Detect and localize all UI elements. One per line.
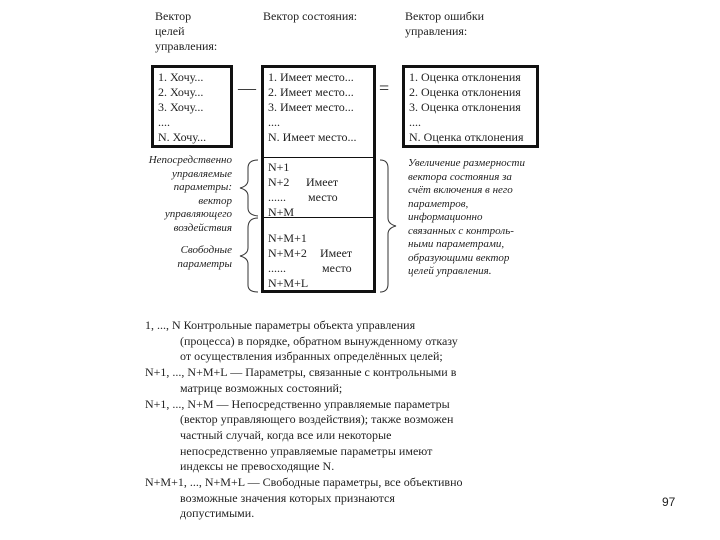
list-item: 1. Имеет место... [268,70,354,84]
index: N+M+2 [268,246,307,260]
header-line: целей [155,24,185,38]
text-line: N+1, ..., N+M+L — Параметры, связанные с контрольными в [145,365,457,380]
index: N+2 [268,175,290,189]
text-line: N+M+1, ..., N+M+L — Свободные параметры, все объективно [145,475,463,490]
note-line: управляемые [171,167,232,180]
index: N+1 [268,160,290,174]
right-brace [380,160,396,292]
note-line: ными параметрами, [408,238,505,250]
list-item: N. Оценка отклонения [409,130,524,144]
definitions-text [145,318,463,522]
label: место [322,261,352,275]
text-line: от осуществления избранных определённых целей; [180,349,443,364]
list-item: 1. Хочу... [158,70,204,84]
list-item: .... [268,115,280,129]
list-item: N. Имеет место... [268,130,357,144]
header-line: Вектор ошибки [405,9,485,23]
label: Имеет [320,246,353,260]
note-line: Увеличение размерности [408,157,525,169]
list-item: 3. Хочу... [158,100,204,114]
note-line: Непосредственно [148,154,232,166]
text-line: (процесса) в порядке, обратном вынужденному отказу [180,333,458,348]
label: место [308,190,338,204]
text-line: (вектор управляющего воздействия); также возможен [180,412,454,427]
index: ...... [268,190,286,204]
left-brace-control [240,160,258,216]
dimension-increase-note [408,157,525,279]
list-item: .... [409,115,421,129]
note-line: параметров, [408,197,469,210]
text-line: непосредственно управляемые параметры имеют [180,443,433,458]
list-item: 2. Оценка отклонения [409,85,521,99]
list-item: 2. Имеет место... [268,85,354,99]
note-line: связанных с контроль- [408,224,514,237]
minus-sign: — [238,78,256,98]
note-line: целей управления. [408,265,492,277]
text-line: N+1, ..., N+M — Непосредственно управляемые параметры [145,396,450,411]
note-line: параметры [177,257,232,270]
index: N+M+L [268,276,309,290]
list-item: N. Хочу... [158,130,207,144]
list-item: 3. Имеет место... [268,100,354,114]
index: N+M [268,205,295,219]
text-line: 1, ..., N Контрольные параметры объекта управления [145,318,416,332]
header-line: управления: [155,39,218,53]
list-item: .... [158,115,170,129]
note-line: информационно [408,211,483,223]
note-line: параметры: [173,181,232,193]
text-line: возможные значения которых признаются [180,490,395,505]
text-line: частный случай, когда все или некоторые [180,427,392,442]
index: N+M+1 [268,231,307,245]
note-line: Свободные [180,244,232,256]
note-line: образующими вектор [408,251,510,264]
note-line: воздействия [173,221,232,234]
note-line: вектор [198,194,232,207]
label: Имеет [306,175,339,189]
index: ...... [268,261,286,275]
state-vector-header: Вектор состояния: [263,9,358,23]
header-line: Вектор [155,9,192,23]
text-line: индексы не превосходящие N. [180,459,335,474]
text-line: допустимыми. [180,506,255,521]
list-item: 1. Оценка отклонения [409,70,521,84]
list-item: 2. Хочу... [158,85,204,99]
equals-sign: = [379,78,390,98]
header-line: управления: [405,24,468,38]
page-number: 97 [662,495,676,509]
note-line: управляющего [164,208,232,220]
note-line: вектора состояния за [408,170,512,183]
list-item: 3. Оценка отклонения [409,100,521,114]
left-brace-free [240,218,258,292]
note-line: счёт включения в него [408,184,513,196]
text-line: матрице возможных состояний; [180,380,343,395]
